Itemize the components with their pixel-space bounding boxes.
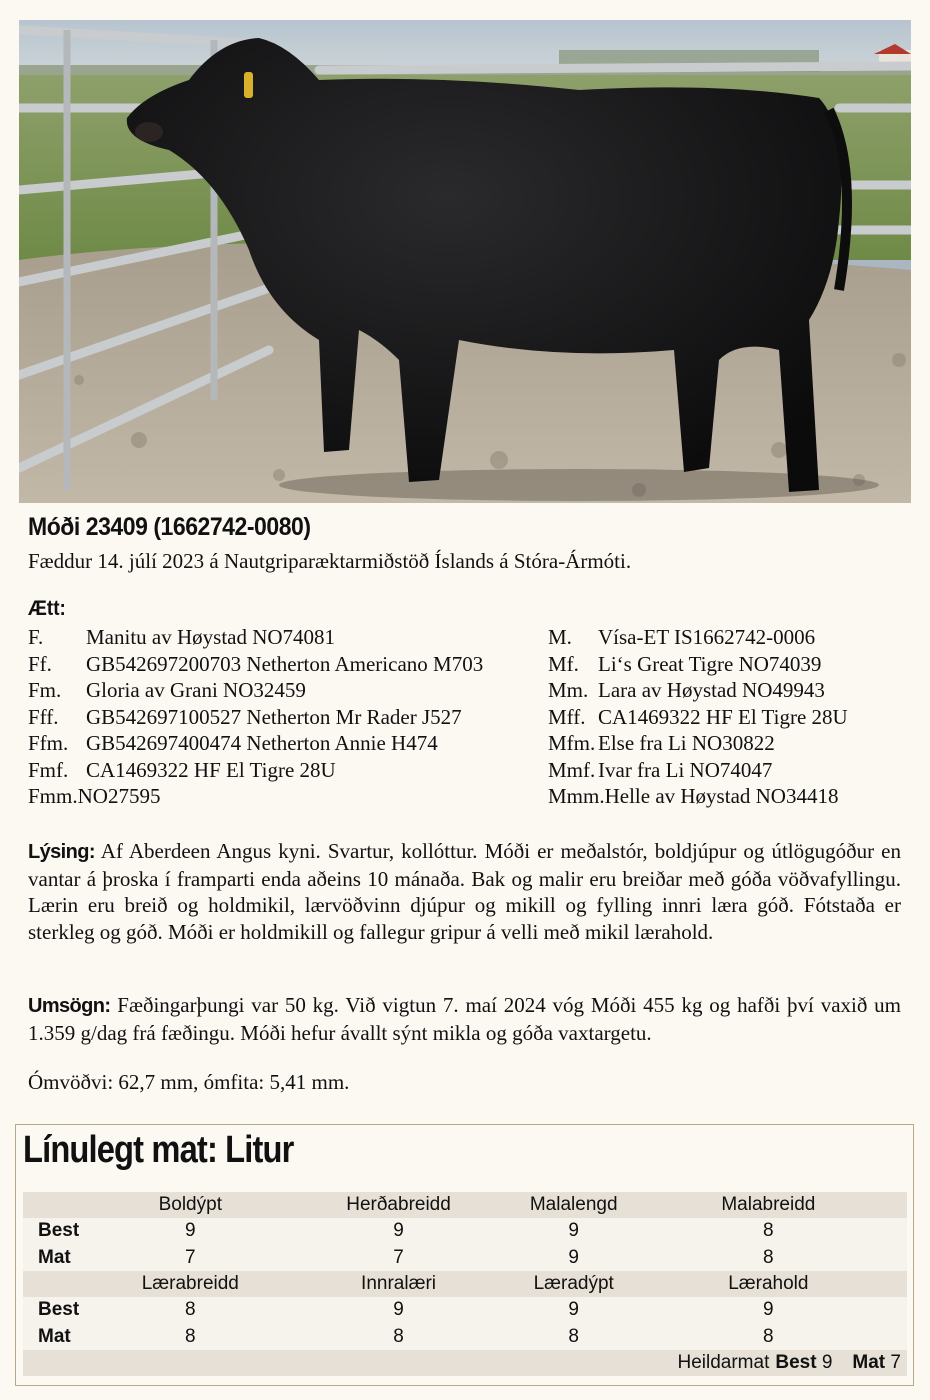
pedigree-row: Ffm. GB542697400474 Netherton Annie H474: [28, 731, 438, 755]
total-score-row: Heildarmat Best 9 Mat 7: [23, 1350, 907, 1376]
table-row: Mat 8 8 8 8: [23, 1323, 907, 1349]
bull-photo: [19, 20, 911, 503]
review-paragraph: Umsögn: Fæðingarþungi var 50 kg. Við vigtun 7. maí 2024 vóg Móði 455 kg og hafði því vaxið um 1.359 g/dag frá fæðingu. Móði hefur ávallt sýnt mikla og góða vaxtargetu.: [28, 993, 901, 1045]
pedigree-row: Mmf. Ivar fra Li NO74047: [548, 757, 773, 782]
pedigree-row: Mm. Lara av Høystad NO49943: [548, 678, 825, 702]
pedigree-row: Mf. Li‘s Great Tigre NO74039: [548, 651, 822, 676]
table-row: Best 9 9 9 8: [23, 1218, 907, 1244]
table-header-row: Lærabreidd Innralæri Læradýpt Lærahold: [23, 1271, 907, 1297]
pedigree-row: Fm. Gloria av Grani NO32459: [28, 678, 306, 702]
table-row: Mat 7 7 9 8: [23, 1245, 907, 1271]
pedigree-row: M. Vísa-ET IS1662742-0006: [548, 625, 816, 649]
pedigree-row: Ff. GB542697200703 Netherton Americano M703: [28, 651, 484, 676]
pedigree-row: Fff. GB542697100527 Netherton Mr Rader J527: [28, 704, 462, 729]
pedigree-row: Mff. CA1469322 HF El Tigre 28U: [548, 704, 848, 729]
table-row: Best 8 9 9 9: [23, 1297, 907, 1323]
linear-assessment-table: [23, 1192, 907, 1376]
pedigree-row: Mfm. Else fra Li NO30822: [548, 731, 775, 755]
total-label: Heildarmat: [677, 1351, 770, 1373]
description-label: Lýsing:: [28, 841, 95, 863]
description-paragraph: Lýsing: Af Aberdeen Angus kyni. Svartur, kollóttur. Móði er meðalstór, boldjúpur og útlögugóður en vantar á þroska í framparti enda aðeins 10 mánaða. Bak og malir eru breiðar með góða vöðvafyllingu. Lærin eru breið og holdmikil, lærvöðvinn djúpur og mikill og fylling innri læra góð. Fótstaða er sterkleg og góð. Móði er holdmikill og fallegur gripur á velli með mikil lærahold.: [28, 839, 901, 944]
ultrasound-measurements: Ómvöðvi: 62,7 mm, ómfita: 5,41 mm.: [28, 1070, 350, 1094]
linear-assessment-title: Línulegt mat: Litur: [23, 1129, 294, 1171]
pedigree-row: Fmm. NO27595: [28, 784, 161, 808]
pedigree-heading: Ætt:: [28, 597, 66, 620]
pedigree-row: F. Manitu av Høystad NO74081: [28, 625, 336, 649]
pedigree-dam-side: [548, 624, 848, 810]
bull-name-title: Móði 23409 (1662742-0080): [28, 513, 311, 541]
review-label: Umsögn:: [28, 995, 111, 1017]
linear-assessment-box: [15, 1124, 914, 1386]
table-header-row: Boldýpt Herðabreidd Malalengd Malabreidd: [23, 1192, 907, 1218]
pedigree-sire-side: [28, 624, 483, 810]
birth-info: Fæddur 14. júlí 2023 á Nautgriparæktarmiðstöð Íslands á Stóra-Ármóti.: [28, 549, 632, 573]
pedigree-row: Fmf. CA1469322 HF El Tigre 28U: [28, 757, 336, 782]
pedigree-row: Mmm. Helle av Høystad NO34418: [548, 784, 839, 808]
